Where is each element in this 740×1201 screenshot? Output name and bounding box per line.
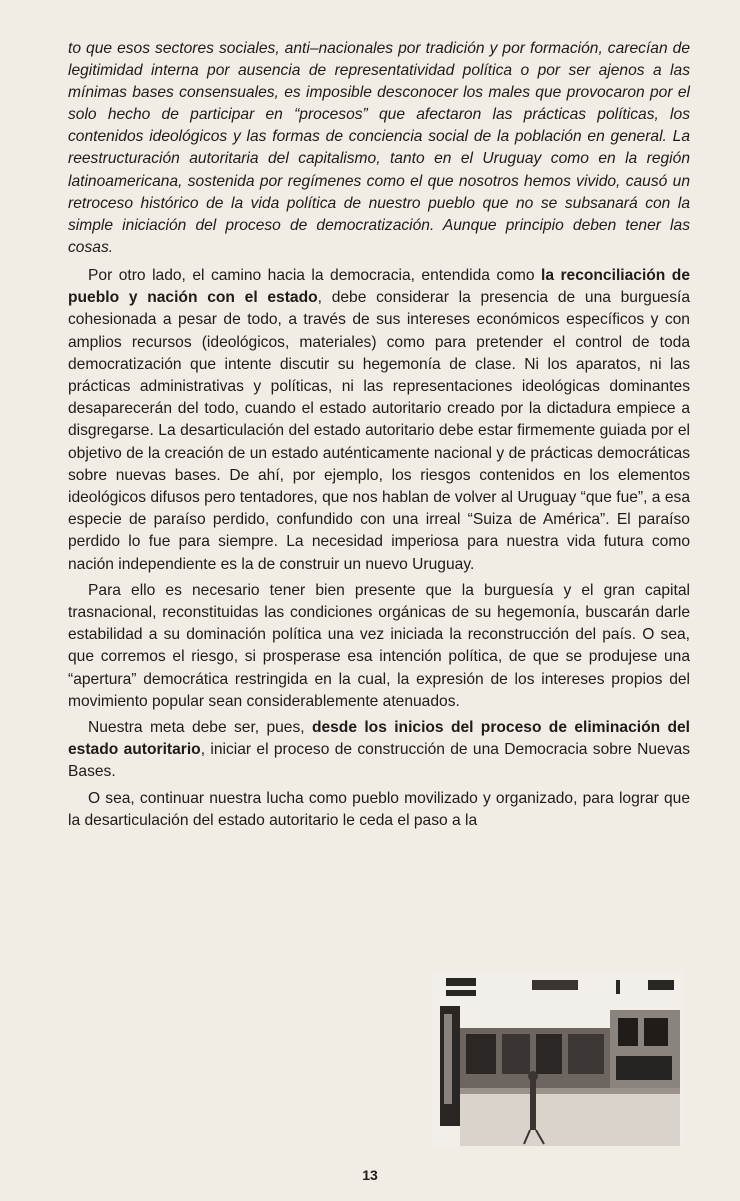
paragraph-1-bold-phrase: la reconciliación de pueblo y nación con el estado	[68, 266, 690, 307]
intro-italic-paragraph: to que esos sectores sociales, anti–nacionales por tradición y por formación, carecían de legitimidad interna por ausencia de representatividad política o por ser ajenos a las mínimas bases consensuales, es imposible desconocer los males que provocaron por el solo hecho de participar en “procesos” que afectaron las prácticas políticas, los contenidos ideológicos y las formas de conciencia social de la población en general. La reestructuración autoritaria del capitalismo, tanto en el Uruguay como en la región latinoamericana, sostenida por regímenes como el que nosotros hemos vivido, causó un retroceso histórico de la vida política de nuestro pueblo que no se subsanará con la simple iniciación del proceso de democratización. Aunque principio deben tener las cosas.	[68, 40, 690, 256]
paragraph-1-text-start: Por otro lado, el camino hacia la democracia, entendida como	[88, 266, 541, 284]
street-photo	[432, 970, 684, 1146]
paragraph-1	[68, 265, 690, 576]
paragraph-3	[68, 717, 690, 784]
paragraph-3-text-end: , iniciar el proceso de construcción de una Democracia sobre Nuevas Bases.	[68, 741, 690, 781]
paragraph-2: Para ello es necesario tener bien presente que la burguesía y el gran capital trasnacional, reconstituidas las condiciones orgánicas de su hegemonía, buscarán darle estabilidad a su dominación política una vez iniciada la reconstrucción del país. O sea, que corremos el riesgo, si prosperase esa intención política, de que se produjese una “apertura” democrática restringida en la cual, la expresión de los intereses propios del movimiento popular sean considerablemente atenuados.	[68, 581, 690, 710]
page-number: 13	[362, 1167, 378, 1183]
paragraph-1-text-end: , debe considerar la presencia de una burguesía cohesionada a pesar de todo, a través de sus intereses económicos específicos y con amplios recursos (ideológicos, materiales) como para pretender el control de toda democratización que intente discutir su hegemonía de clase. Ni los aparatos, ni las prácticas administrativas y políticas, ni las representaciones ideológicas dominantes desaparecerán del todo, cuando el estado autoritario creado por la dictadura empiece a disgregarse. La desarticulación del estado autoritario debe estar firmemente guiada por el objetivo de la creación de un estado auténticamente nacional y de prácticas democráticas sobre nuevas bases. De ahí, por ejemplo, los riesgos contenidos en los elementos ideológicos difusos pero tentadores, que nos hablan de volver al Uruguay “que fue”, a esa especie de paraíso perdido, confundido con una irreal “Suiza de América”. El paraíso perdido lo fue para siempre. La necesidad imperiosa para nuestra vida futura como nación independiente es la de construir un nuevo Uruguay.	[68, 289, 690, 573]
paragraph-4: O sea, continuar nuestra lucha como pueblo movilizado y organizado, para lograr que la desarticulación del estado autoritario le ceda el paso a la	[68, 789, 690, 829]
document-page	[68, 38, 690, 836]
street-photo-image	[432, 970, 684, 1146]
paragraph-3-text-start: Nuestra meta debe ser, pues,	[88, 719, 312, 736]
paragraph-3-bold-phrase: desde los inicios del proceso de eliminación del estado autoritario	[68, 719, 691, 759]
